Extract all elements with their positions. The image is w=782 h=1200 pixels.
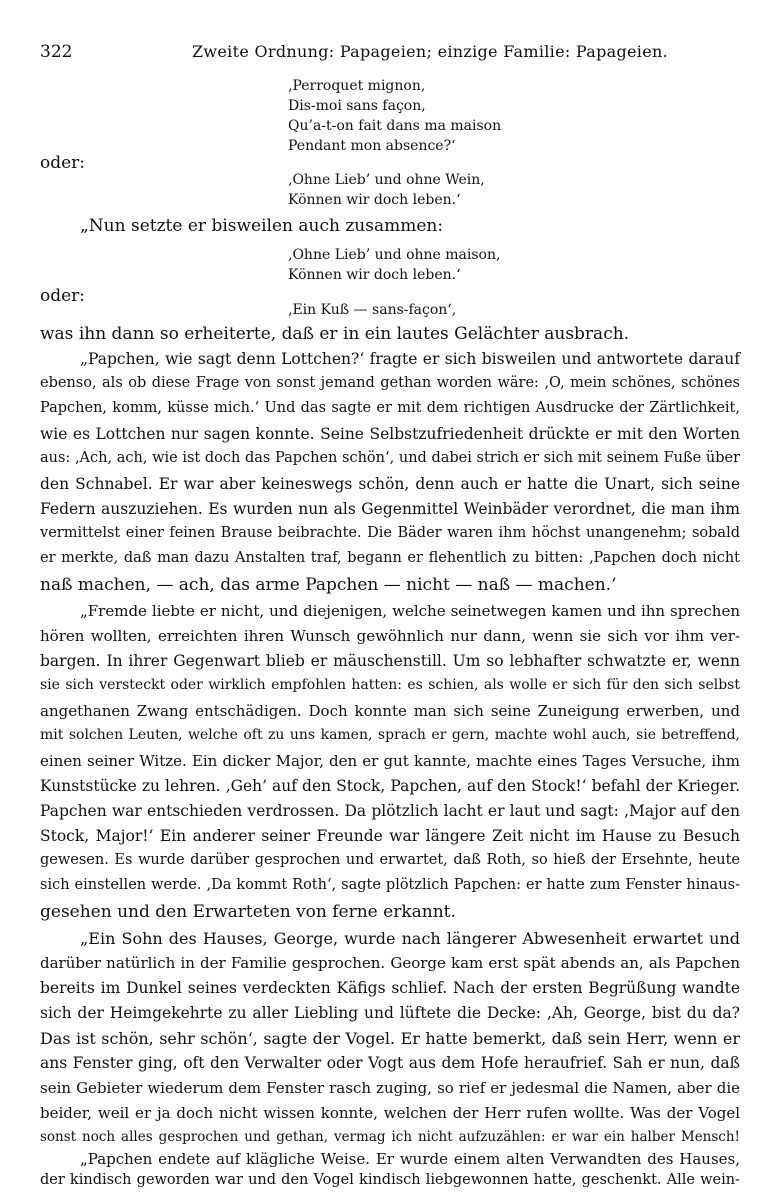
- verse-line: ‚Ohne Lieb’ und ohne maison,: [288, 247, 501, 263]
- text-line: einen seiner Witze. Ein dicker Major, den er gut kannte, machte eines Tages Versuche, ihm: [40, 752, 740, 770]
- text-line: bargen. In ihrer Gegenwart blieb er mäuschenstill. Um so lebhafter schwatzte er, wenn: [40, 652, 740, 670]
- text-line: Kunststücke zu lehren. ‚Geh’ auf den Stock, Papchen, auf den Stock!‘ befahl der Krieger.: [40, 777, 740, 795]
- verse-line: ‚Ein Kuß — sans-façon‘,: [288, 302, 457, 318]
- text-line: mit solchen Leuten, welche oft zu uns kamen, sprach er gern, machte wohl auch, sie betreffend,: [40, 727, 740, 743]
- verse-line: Können wir doch leben.‘: [288, 267, 461, 283]
- text-line: Papchen war entschieden verdrossen. Da plötzlich lacht er laut und sagt: ‚Major auf den: [40, 802, 740, 820]
- text-line: angethanen Zwang entschädigen. Doch konnte man sich seine Zuneigung erwerben, und: [40, 702, 740, 720]
- text-line: den Schnabel. Er war aber keineswegs schön, denn auch er hatte die Unart, sich seine: [40, 475, 740, 493]
- text-line: beider, weil er ja doch nicht wissen konnte, welchen der Herr rufen wollte. Was der Vogel: [40, 1104, 740, 1122]
- text-line: darüber natürlich in der Familie gesprochen. George kam erst spät abends an, als Papchen: [40, 954, 740, 972]
- mixed-verse: [288, 245, 500, 285]
- text-line: „Papchen endete auf klägliche Weise. Er wurde einem alten Verwandten des Hauses,: [80, 1150, 740, 1168]
- text-line: er merkte, daß man dazu Anstalten traf, begann er flehentlich zu bitten: ‚Papchen doch nicht: [40, 550, 740, 566]
- verse-line: ‚Perroquet mignon,: [288, 78, 426, 94]
- oder-label: oder:: [40, 153, 86, 173]
- page-header: [40, 42, 742, 66]
- text-line: aus: ‚Ach, ach, wie ist doch das Papchen schön‘, und dabei strich er sich mit seinem Fuße über: [40, 450, 740, 466]
- text-line: Das ist schön, sehr schön‘, sagte der Vogel. Er hatte bemerkt, daß sein Herr, wenn er: [40, 1029, 740, 1048]
- text-line: „Nun setzte er bisweilen auch zusammen:: [80, 216, 444, 236]
- verse-line: Qu’a-t-on fait dans ma maison: [288, 118, 502, 134]
- text-line: „Ein Sohn des Hauses, George, wurde nach längerer Abwesenheit erwartet und: [80, 929, 740, 948]
- verse-line: Dis-moi sans façon,: [288, 98, 426, 114]
- text-line: sie sich versteckt oder wirklich empfohlen hatten: es schien, als wolle er sich für den sich selbst: [40, 677, 740, 693]
- text-line: bereits im Dunkel seines verdeckten Käfigs schlief. Nach der ersten Begrüßung wandte: [40, 979, 740, 997]
- kiss-verse: [288, 300, 456, 320]
- text-line: Federn auszuziehen. Es wurden nun als Gegenmittel Weinbäder verordnet, die man ihm: [40, 500, 740, 518]
- text-line: vermittelst einer feinen Brause beibrachte. Die Bäder waren ihm höchst unangenehm; sobald: [40, 525, 740, 541]
- text-line: ans Fenster ging, oft den Verwalter oder Vogt aus dem Hofe heraufrief. Sah er nun, daß: [40, 1054, 740, 1072]
- verse-line: Können wir doch leben.‘: [288, 192, 461, 208]
- text-line: sein Gebieter wiederum dem Fenster rasch zuging, so rief er jedesmal die Namen, aber die: [40, 1079, 740, 1097]
- text-line: naß machen, — ach, das arme Papchen — nicht — naß — machen.‘: [40, 575, 617, 595]
- text-line: „Fremde liebte er nicht, und diejenigen, welche seinetwegen kamen und ihn sprechen: [80, 602, 740, 620]
- text-line: wie es Lottchen nur sagen konnte. Seine Selbstzufriedenheit drückte er mit den Worten: [40, 425, 740, 443]
- text-line: was ihn dann so erheiterte, daß er in ein lautes Gelächter ausbrach.: [40, 324, 630, 344]
- text-line: sich der Heimgekehrte zu aller Liebling und lüftete die Decke: ‚Ah, George, bist du da?: [40, 1004, 740, 1022]
- oder-label: oder:: [40, 286, 86, 306]
- text-line: hören wollten, erreichten ihren Wunsch gewöhnlich nur dann, wenn sie sich vor ihm ver-: [40, 627, 740, 645]
- text-line: der kindisch geworden war und den Vogel kindisch liebgewonnen hatte, geschenkt. Alle wein-: [40, 1172, 740, 1188]
- verse-line: Pendant mon absence?‘: [288, 138, 456, 154]
- text-line: sonst noch alles gesprochen und gethan, vermag ich nicht aufzuzählen: er war ein halber Mensch!: [40, 1129, 740, 1145]
- text-line: Papchen, komm, küsse mich.‘ Und das sagte er mit dem richtigen Ausdrucke der Zärtlichkeit,: [40, 400, 740, 416]
- text-line: „Papchen, wie sagt denn Lottchen?‘ fragte er sich bisweilen und antwortete darauf: [80, 350, 740, 368]
- german-verse: [288, 170, 485, 210]
- text-line: sich einstellen werde. ‚Da kommt Roth‘, sagte plötzlich Papchen: er hatte zum Fenster hinaus-: [40, 877, 740, 893]
- text-line: Stock, Major!‘ Ein anderer seiner Freunde war längere Zeit nicht im Hause zu Besuch: [40, 827, 740, 845]
- french-verse: [288, 76, 501, 156]
- page-number: 322: [40, 42, 73, 62]
- verse-line: ‚Ohne Lieb’ und ohne Wein,: [288, 172, 485, 188]
- text-line: gewesen. Es wurde darüber gesprochen und erwartet, daß Roth, so hieß der Ersehnte, heute: [40, 852, 740, 868]
- text-line: ebenso, als ob diese Frage von sonst jemand gethan worden wäre: ‚O, mein schönes, schönes: [40, 375, 740, 391]
- text-line: gesehen und den Erwarteten von ferne erkannt.: [40, 902, 456, 922]
- running-head: Zweite Ordnung: Papageien; einzige Familie: Papageien.: [192, 42, 668, 61]
